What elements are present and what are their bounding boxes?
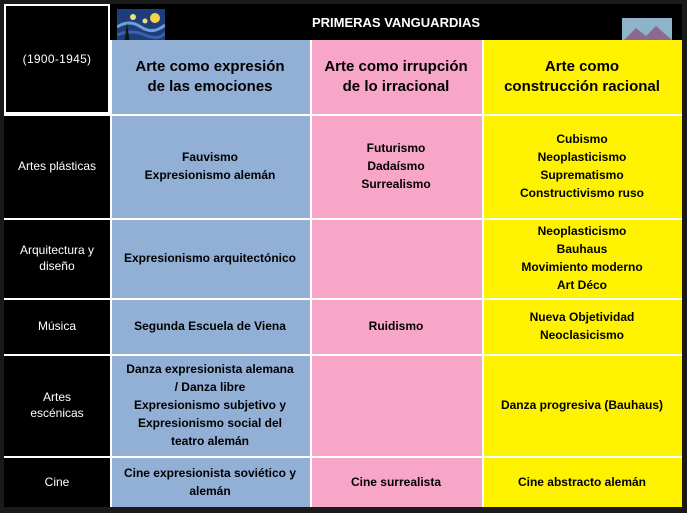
grid-line <box>482 40 484 507</box>
row-header-arquitectura <box>4 218 110 298</box>
grid-line <box>4 456 682 458</box>
cell-text: Cine abstracto alemán <box>517 474 647 489</box>
cell-text: Fauvismo Expresionismo alemán <box>144 150 276 182</box>
table-cell <box>482 354 682 456</box>
row-label: Artes plásticas <box>17 159 97 173</box>
column-header-emotions <box>110 40 310 114</box>
cell-text: Cine expresionista soviético y alemán <box>123 465 297 498</box>
cell-text: Futurismo Dadaísmo Surrealismo <box>361 141 431 191</box>
table-title: PRIMERAS VANGUARDIAS <box>311 14 481 30</box>
grid-line <box>4 354 682 356</box>
table-cell <box>110 218 310 298</box>
title-bar <box>110 4 682 40</box>
cell-text: Expresionismo arquitectónico <box>123 251 297 265</box>
grid-line <box>4 298 682 300</box>
table-cell <box>310 456 482 507</box>
row-label: Artes escénicas <box>30 390 84 420</box>
cell-text: Ruidismo <box>368 319 424 333</box>
cell-text: Cubismo Neoplasticismo Suprematismo Constructivismo ruso <box>519 132 645 200</box>
column-header-rational <box>482 40 682 114</box>
column-header-irrational <box>310 40 482 114</box>
cell-text: Nueva Objetividad Neoclasicismo <box>529 310 635 342</box>
period-label: (1900-1945) <box>22 52 92 66</box>
table-cell <box>310 298 482 354</box>
table-cell <box>310 114 482 218</box>
table-cell <box>110 114 310 218</box>
row-header-musica <box>4 298 110 354</box>
table-cell <box>482 298 682 354</box>
grid-line <box>4 114 682 116</box>
cell-text: Cine surrealista <box>350 474 442 489</box>
table-cell <box>482 218 682 298</box>
table-cell <box>310 218 482 298</box>
table-cell <box>110 456 310 507</box>
table-cell <box>482 456 682 507</box>
row-header-artes-escenicas <box>4 354 110 456</box>
grid-line <box>4 218 682 220</box>
cell-text: Neoplasticismo Bauhaus Movimiento moderno Art Déco <box>521 224 643 292</box>
column-header-rational-label: Arte como construcción racional <box>504 58 660 95</box>
row-label: Cine <box>44 474 70 489</box>
row-label: Música <box>37 319 76 333</box>
table-cell <box>310 354 482 456</box>
cell-text: Segunda Escuela de Viena <box>134 319 286 333</box>
table-cell <box>110 298 310 354</box>
vanguards-table <box>4 4 682 507</box>
row-header-artes-plasticas <box>4 114 110 218</box>
cell-text: Danza expresionista alemana / Danza libre Expresionismo subjetivo y Expresionismo social del teatro alemán <box>126 362 294 448</box>
table-cell <box>110 354 310 456</box>
period-cell <box>4 4 110 114</box>
column-header-emotions-label: Arte como expresión de las emociones <box>135 58 285 95</box>
grid-line <box>310 40 312 507</box>
column-header-irrational-label: Arte como irrupción de lo irracional <box>324 58 468 95</box>
grid-line <box>110 40 112 507</box>
cell-text: Danza progresiva (Bauhaus) <box>500 398 664 412</box>
table-cell <box>482 114 682 218</box>
row-label: Arquitectura y diseño <box>19 243 95 273</box>
row-header-cine <box>4 456 110 507</box>
